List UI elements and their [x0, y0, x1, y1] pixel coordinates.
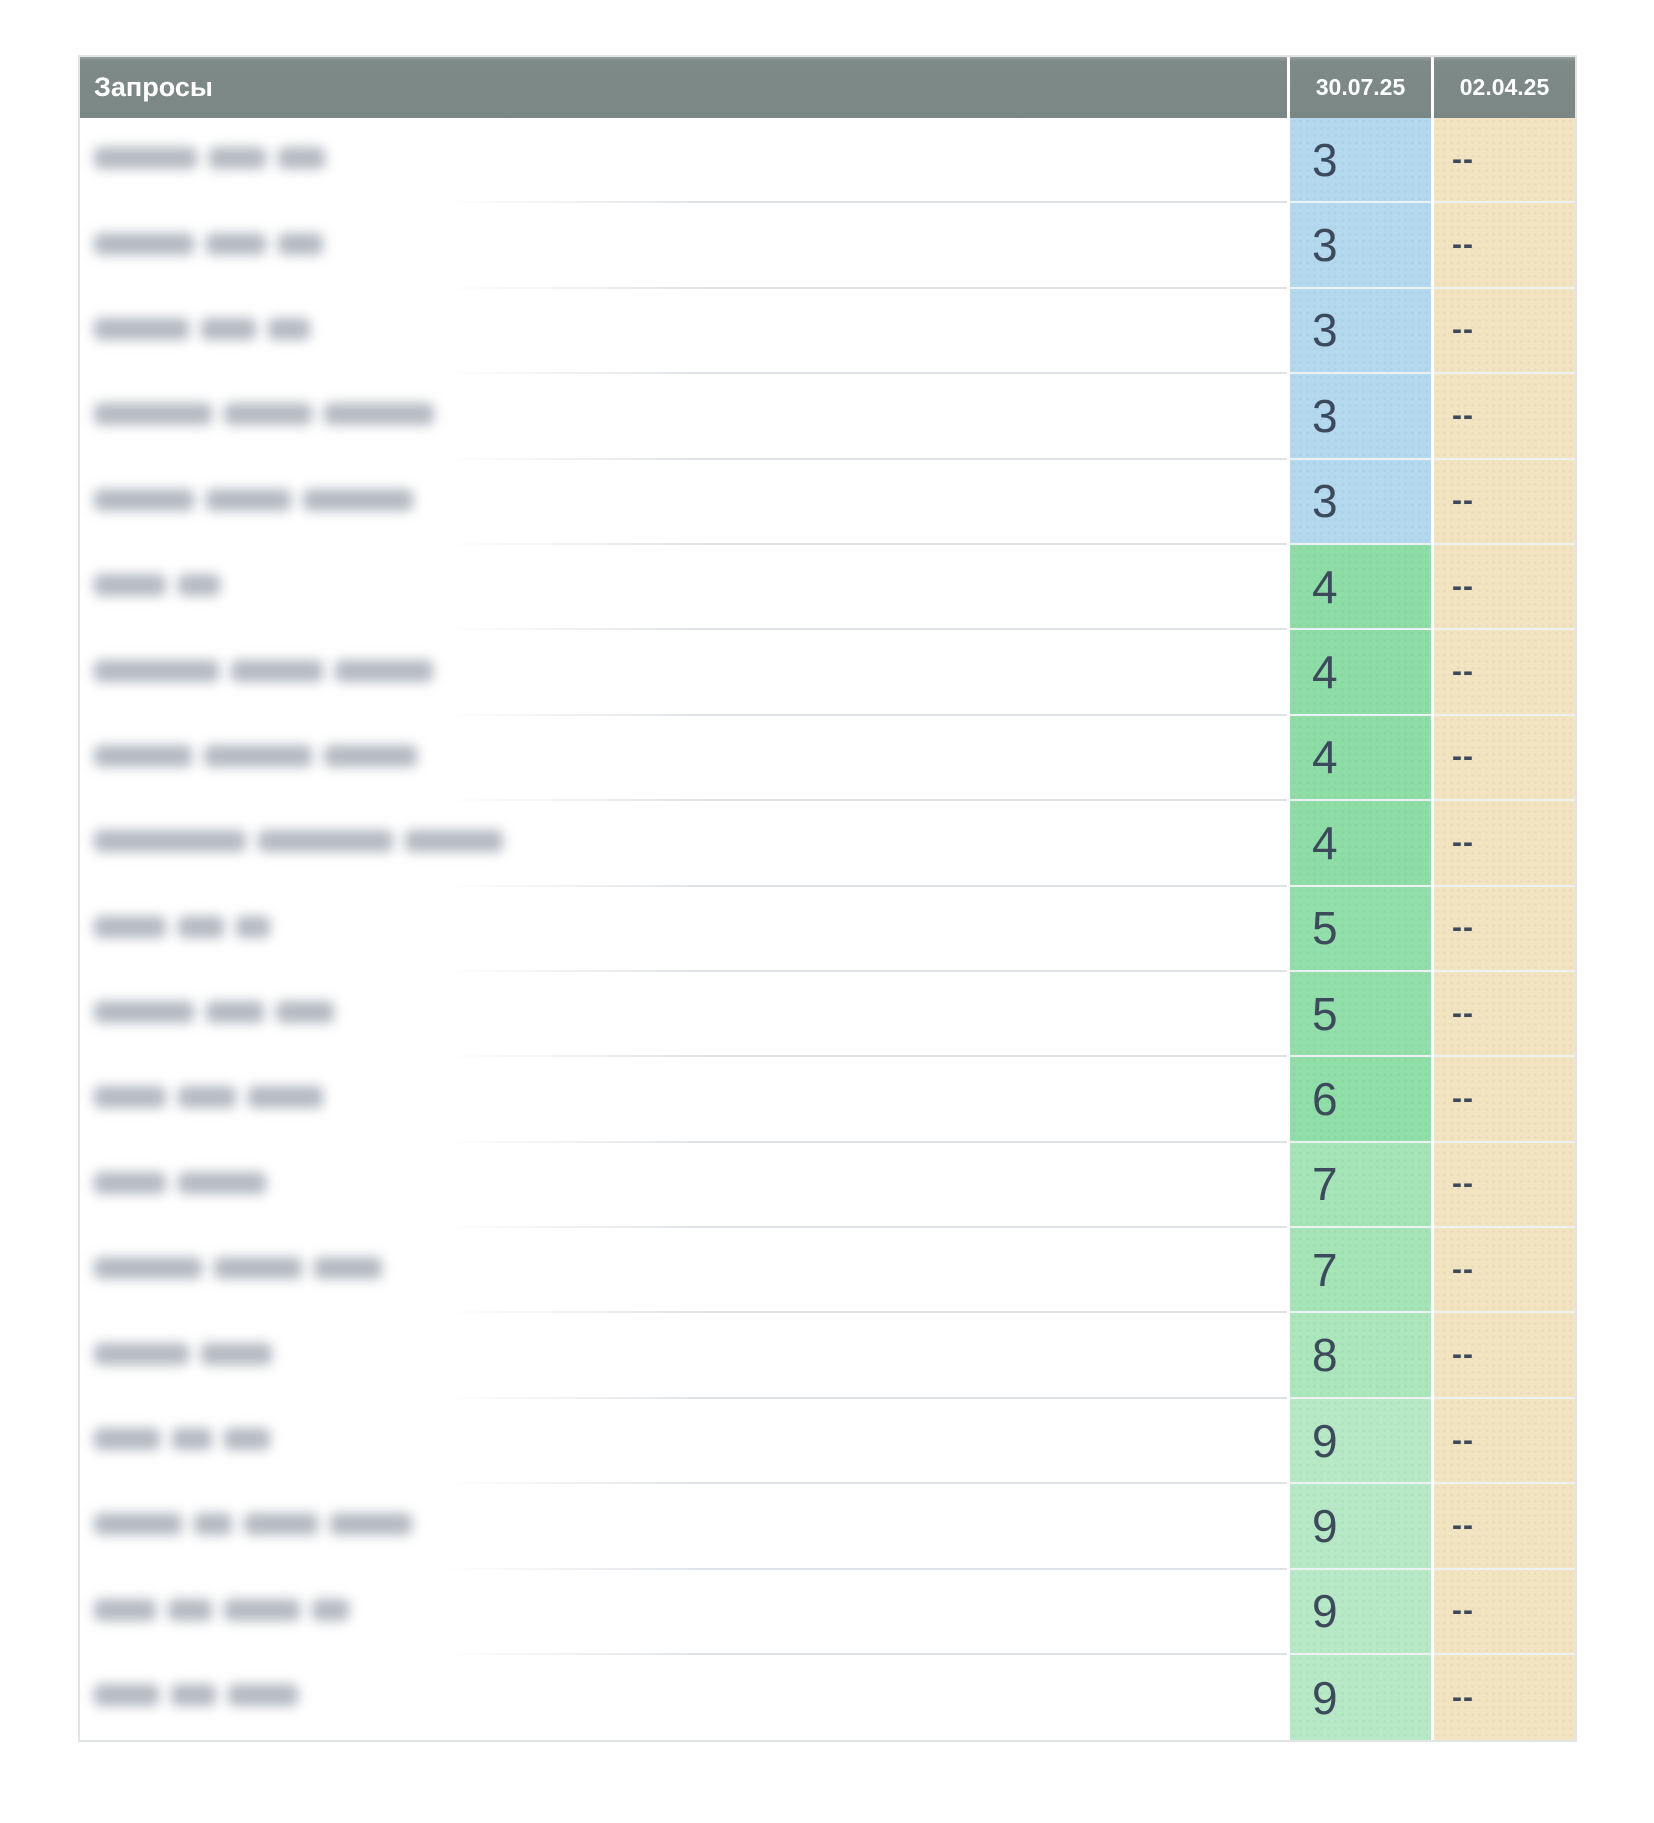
query-cell[interactable]: [80, 545, 1287, 630]
query-blur-word: [94, 1599, 156, 1621]
query-blur-word: [224, 1428, 270, 1450]
query-cell[interactable]: [80, 203, 1287, 288]
query-blur-word: [94, 403, 212, 425]
position-value: 9: [1312, 1499, 1338, 1552]
query-blur-word: [224, 403, 312, 425]
positions-table: [78, 55, 1577, 1742]
query-cell[interactable]: [80, 1399, 1287, 1484]
position-cell: [1290, 1655, 1431, 1740]
previous-position-value: --: [1452, 1508, 1474, 1542]
previous-position-cell: [1434, 1057, 1575, 1142]
position-cell: [1290, 545, 1431, 630]
queries-column-header[interactable]: [80, 57, 1287, 118]
position-value: 7: [1312, 1158, 1338, 1211]
query-blur-word: [194, 1513, 232, 1535]
query-redacted-text: [94, 1172, 278, 1199]
query-blur-word: [178, 916, 224, 938]
query-blur-word: [268, 318, 310, 340]
date-column-header-1[interactable]: [1290, 57, 1431, 118]
query-blur-word: [94, 660, 219, 682]
query-redacted-text: [94, 403, 446, 430]
query-redacted-text: [94, 1684, 310, 1711]
query-blur-word: [209, 147, 266, 169]
position-value: 9: [1312, 1585, 1338, 1638]
position-value: 8: [1312, 1329, 1338, 1382]
query-cell[interactable]: [80, 374, 1287, 459]
table-row[interactable]: [80, 203, 1575, 288]
previous-position-cell: [1434, 203, 1575, 288]
table-row[interactable]: [80, 1570, 1575, 1655]
query-blur-word: [171, 1684, 216, 1706]
query-cell[interactable]: [80, 630, 1287, 715]
table-row[interactable]: [80, 289, 1575, 374]
query-blur-word: [94, 745, 192, 767]
table-row[interactable]: [80, 1313, 1575, 1398]
previous-position-value: --: [1452, 1252, 1474, 1286]
query-cell[interactable]: [80, 1655, 1287, 1740]
query-blur-word: [94, 318, 189, 340]
previous-position-value: --: [1452, 228, 1474, 262]
query-blur-word: [335, 660, 433, 682]
query-blur-word: [206, 1001, 264, 1023]
previous-position-value: --: [1452, 1594, 1474, 1628]
query-redacted-text: [94, 830, 515, 857]
position-cell: [1290, 1484, 1431, 1569]
query-cell[interactable]: [80, 716, 1287, 801]
query-cell[interactable]: [80, 1143, 1287, 1228]
position-cell: [1290, 1143, 1431, 1228]
query-cell[interactable]: [80, 887, 1287, 972]
query-blur-word: [324, 403, 434, 425]
position-cell: [1290, 289, 1431, 374]
position-value: 3: [1312, 304, 1338, 357]
query-blur-word: [94, 1086, 166, 1108]
position-cell: [1290, 801, 1431, 886]
query-cell[interactable]: [80, 1313, 1287, 1398]
position-value: 4: [1312, 816, 1338, 869]
table-row[interactable]: [80, 1228, 1575, 1313]
previous-position-cell: [1434, 289, 1575, 374]
position-value: 4: [1312, 731, 1338, 784]
table-row[interactable]: [80, 716, 1575, 801]
query-redacted-text: [94, 1599, 361, 1626]
previous-position-value: --: [1452, 825, 1474, 859]
previous-position-value: --: [1452, 1167, 1474, 1201]
position-value: 9: [1312, 1414, 1338, 1467]
position-cell: [1290, 1399, 1431, 1484]
query-blur-word: [94, 489, 194, 511]
previous-position-cell: [1434, 1570, 1575, 1655]
query-blur-word: [94, 1684, 159, 1706]
query-blur-word: [228, 1684, 298, 1706]
query-redacted-text: [94, 660, 445, 687]
query-cell[interactable]: [80, 972, 1287, 1057]
previous-position-cell: [1434, 1399, 1575, 1484]
previous-position-value: --: [1452, 1423, 1474, 1457]
previous-position-cell: [1434, 1655, 1575, 1740]
position-value: 4: [1312, 560, 1338, 613]
query-blur-word: [94, 1428, 160, 1450]
position-value: 3: [1312, 133, 1338, 186]
previous-position-cell: [1434, 1143, 1575, 1228]
query-blur-word: [201, 1343, 272, 1365]
query-blur-word: [314, 1257, 382, 1279]
position-value: 3: [1312, 389, 1338, 442]
position-value: 7: [1312, 1243, 1338, 1296]
query-blur-word: [276, 1001, 334, 1023]
previous-position-value: --: [1452, 996, 1474, 1030]
query-blur-word: [224, 1599, 300, 1621]
previous-position-cell: [1434, 545, 1575, 630]
position-cell: [1290, 118, 1431, 203]
table-row[interactable]: [80, 972, 1575, 1057]
table-body: [80, 118, 1575, 1740]
query-cell[interactable]: [80, 289, 1287, 374]
date-column-header-1-label: 30.07.25: [1315, 74, 1406, 100]
query-redacted-text: [94, 745, 429, 772]
table-row[interactable]: [80, 545, 1575, 630]
query-blur-word: [258, 830, 393, 852]
position-cell: [1290, 887, 1431, 972]
previous-position-cell: [1434, 716, 1575, 801]
table-row[interactable]: [80, 118, 1575, 203]
date-column-header-2-label: 02.04.25: [1459, 74, 1550, 100]
position-value: 6: [1312, 1072, 1338, 1125]
previous-position-value: --: [1452, 1338, 1474, 1372]
query-blur-word: [244, 1513, 318, 1535]
query-redacted-text: [94, 1428, 282, 1455]
query-redacted-text: [94, 318, 322, 345]
query-blur-word: [201, 318, 256, 340]
table-row[interactable]: [80, 1484, 1575, 1569]
previous-position-value: --: [1452, 911, 1474, 945]
previous-position-cell: [1434, 1228, 1575, 1313]
query-cell[interactable]: [80, 1484, 1287, 1569]
previous-position-cell: [1434, 1484, 1575, 1569]
query-blur-word: [303, 489, 413, 511]
previous-position-cell: [1434, 374, 1575, 459]
query-blur-word: [178, 574, 220, 596]
query-blur-word: [168, 1599, 212, 1621]
position-value: 3: [1312, 475, 1338, 528]
position-cell: [1290, 203, 1431, 288]
query-blur-word: [94, 916, 166, 938]
table-row[interactable]: [80, 1655, 1575, 1740]
previous-position-value: --: [1452, 740, 1474, 774]
query-blur-word: [204, 745, 312, 767]
query-blur-word: [94, 574, 166, 596]
query-blur-word: [94, 1343, 189, 1365]
query-blur-word: [178, 1172, 266, 1194]
previous-position-cell: [1434, 972, 1575, 1057]
previous-position-value: --: [1452, 1680, 1474, 1714]
previous-position-value: --: [1452, 142, 1474, 176]
query-blur-word: [278, 147, 325, 169]
query-redacted-text: [94, 1001, 346, 1028]
query-redacted-text: [94, 1513, 424, 1540]
query-redacted-text: [94, 233, 335, 260]
query-blur-word: [231, 660, 323, 682]
query-blur-word: [324, 745, 417, 767]
query-blur-word: [172, 1428, 212, 1450]
query-blur-word: [94, 1001, 194, 1023]
query-redacted-text: [94, 1086, 335, 1113]
query-blur-word: [206, 233, 266, 255]
previous-position-value: --: [1452, 313, 1474, 347]
query-cell[interactable]: [80, 801, 1287, 886]
table-header-row: [80, 57, 1575, 118]
position-cell: [1290, 1057, 1431, 1142]
position-cell: [1290, 630, 1431, 715]
position-value: 5: [1312, 902, 1338, 955]
query-blur-word: [178, 1086, 236, 1108]
previous-position-cell: [1434, 1313, 1575, 1398]
table-row[interactable]: [80, 1143, 1575, 1228]
position-cell: [1290, 374, 1431, 459]
query-cell[interactable]: [80, 118, 1287, 203]
table-row[interactable]: [80, 801, 1575, 886]
position-cell: [1290, 1313, 1431, 1398]
table-row[interactable]: [80, 374, 1575, 459]
table-row[interactable]: [80, 1399, 1575, 1484]
previous-position-value: --: [1452, 398, 1474, 432]
query-cell[interactable]: [80, 1570, 1287, 1655]
query-redacted-text: [94, 1343, 284, 1370]
query-redacted-text: [94, 147, 337, 174]
query-blur-word: [330, 1513, 412, 1535]
position-value: 5: [1312, 987, 1338, 1040]
query-blur-word: [94, 1513, 182, 1535]
query-blur-word: [405, 830, 503, 852]
position-cell: [1290, 1228, 1431, 1313]
position-value: 4: [1312, 646, 1338, 699]
previous-position-cell: [1434, 630, 1575, 715]
query-redacted-text: [94, 574, 232, 601]
previous-position-value: --: [1452, 569, 1474, 603]
query-blur-word: [312, 1599, 349, 1621]
query-blur-word: [278, 233, 323, 255]
previous-position-cell: [1434, 118, 1575, 203]
position-cell: [1290, 716, 1431, 801]
queries-column-header-label: Запросы: [94, 72, 213, 102]
query-blur-word: [94, 233, 194, 255]
query-redacted-text: [94, 1257, 394, 1284]
query-cell[interactable]: [80, 1228, 1287, 1313]
position-cell: [1290, 972, 1431, 1057]
query-blur-word: [206, 489, 291, 511]
query-blur-word: [236, 916, 270, 938]
position-value: 9: [1312, 1671, 1338, 1724]
previous-position-cell: [1434, 460, 1575, 545]
position-value: 3: [1312, 219, 1338, 272]
query-blur-word: [94, 1257, 202, 1279]
previous-position-cell: [1434, 801, 1575, 886]
date-column-header-2[interactable]: [1434, 57, 1575, 118]
position-cell: [1290, 460, 1431, 545]
table-row[interactable]: [80, 460, 1575, 545]
query-redacted-text: [94, 916, 282, 943]
previous-position-value: --: [1452, 1081, 1474, 1115]
table-row[interactable]: [80, 630, 1575, 715]
position-cell: [1290, 1570, 1431, 1655]
query-blur-word: [94, 1172, 166, 1194]
query-blur-word: [214, 1257, 302, 1279]
table-row[interactable]: [80, 1057, 1575, 1142]
query-cell[interactable]: [80, 460, 1287, 545]
table-row[interactable]: [80, 887, 1575, 972]
query-cell[interactable]: [80, 1057, 1287, 1142]
query-blur-word: [248, 1086, 323, 1108]
previous-position-value: --: [1452, 484, 1474, 518]
previous-position-cell: [1434, 887, 1575, 972]
query-blur-word: [94, 147, 197, 169]
previous-position-value: --: [1452, 655, 1474, 689]
query-blur-word: [94, 830, 246, 852]
query-redacted-text: [94, 489, 425, 516]
